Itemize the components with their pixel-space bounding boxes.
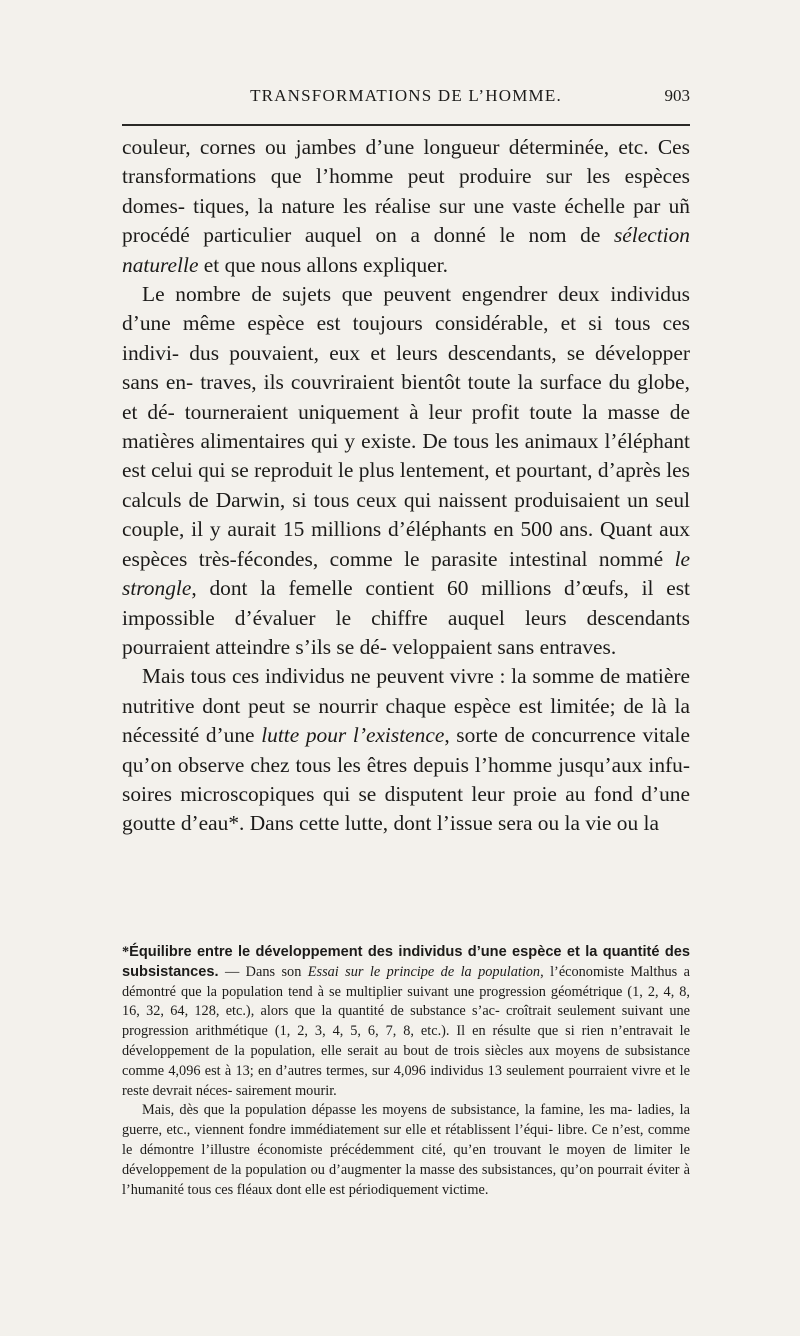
paragraph-3 xyxy=(122,662,690,838)
page-header xyxy=(122,86,690,116)
main-text xyxy=(122,133,690,839)
footnote-text-b: , l’économiste Malthus a démontré que la population tend à se multiplier suivant une progression géométrique (1, 2, 4, 8, 16, 32, 64, 128, etc.), alors que la quantité de substance s’ac- croîtrait seulement suivant une progression arithmétique (1, 2, 3, 4, 5, 6, 7, 8, etc.). Il en résulte que si rien n’entravait le développement de la population, elle serait au bout de trois siècles aux moyens de subsistance comme 4,096 est à 13; en d’autres termes, sur 4,096 individus 13 seulement pourraient vivre et le reste devrait néces- sairement mourir. xyxy=(122,963,690,1099)
page-number: 903 xyxy=(664,86,690,105)
paragraph-1-emphasis: sélection naturelle xyxy=(122,223,690,277)
paragraph-3-text-b: , sorte de concurrence vitale qu’on observe chez tous les êtres depuis l’homme jusqu’aux infu- soires microscopiques qui se disputent leur proie au fond d’une goutte d’eau*. Dans cette lutte, dont l’issue sera ou la vie ou la xyxy=(122,723,690,836)
footnote-text-a: — Dans son xyxy=(218,963,308,980)
paragraph-2-text-a: Le nombre de sujets que peuvent engendrer deux individus d’une même espèce est toujours considérable, et si tous ces indivi- dus pouvaient, eux et leurs descendants, se développer sans en- traves, ils couvriraient bientôt toute la surface du globe, et dé- tourneraient uniquement à leur profit toute la masse de matières alimentaires qui y existe. De tous les animaux l’éléphant est celui qui se reproduit le plus lentement, et pourtant, d’après les calculs de Darwin, si tous ceux qui naissent produisaient un seul couple, il y aurait 15 millions d’éléphants en 500 ans. Quant aux espèces très-fécondes, comme le parasite intestinal nommé xyxy=(122,282,690,571)
footnote-paragraph-2: Mais, dès que la population dépasse les moyens de subsistance, la famine, les ma- ladies, la guerre, etc., viennent fondre immédiatement sur elle et rétablissent l’équi- libre. Ce n’est, comme le démontre l’illustre économiste précédemment cité, qu’en trouvant le moyen de limiter le développement de la population ou d’augmenter la masse des subsistances, qu’on pourrait éviter à l’humanité tous ces fléaux dont elle est périodiquement victime. xyxy=(122,1102,690,1198)
paragraph-1-text-a: couleur, cornes ou jambes d’une longueur déterminée, etc. Ces transformations que l’homme peut produire sur les espèces domes- tiques, la nature les réalise sur une vaste échelle par uñ procédé particulier auquel on a donné le nom de xyxy=(122,135,690,248)
footnote-emphasis: Essai sur le principe de la population xyxy=(307,963,541,980)
footnote-marker: * xyxy=(122,944,130,960)
paragraph-3-emphasis: lutte pour l’existence xyxy=(261,723,445,748)
paragraph-2 xyxy=(122,280,690,662)
footnote-paragraph-1 xyxy=(122,943,690,1101)
footnote xyxy=(122,943,690,1200)
footnote-title: Équilibre entre le développement des individus d’une espèce et la quantité des subsistances. xyxy=(122,944,690,980)
paragraph-2-text-b: , dont la femelle contient 60 millions d’œufs, il est impossible d’évaluer le chiffre auquel leurs descendants pourraient atteindre s’ils se dé- veloppaient sans entraves. xyxy=(122,576,690,659)
paragraph-2-emphasis: le strongle xyxy=(122,546,690,601)
paragraph-3-text-a: Mais tous ces individus ne peuvent vivre : la somme de matière nutritive dont peut se nourrir chaque espèce est limitée; de là la nécessité d’une xyxy=(122,664,690,748)
paragraph-1 xyxy=(122,133,690,280)
running-title: TRANSFORMATIONS DE L’HOMME. xyxy=(250,86,562,105)
header-rule xyxy=(122,124,690,126)
paragraph-1-text-b: et que nous allons expliquer. xyxy=(198,252,448,277)
